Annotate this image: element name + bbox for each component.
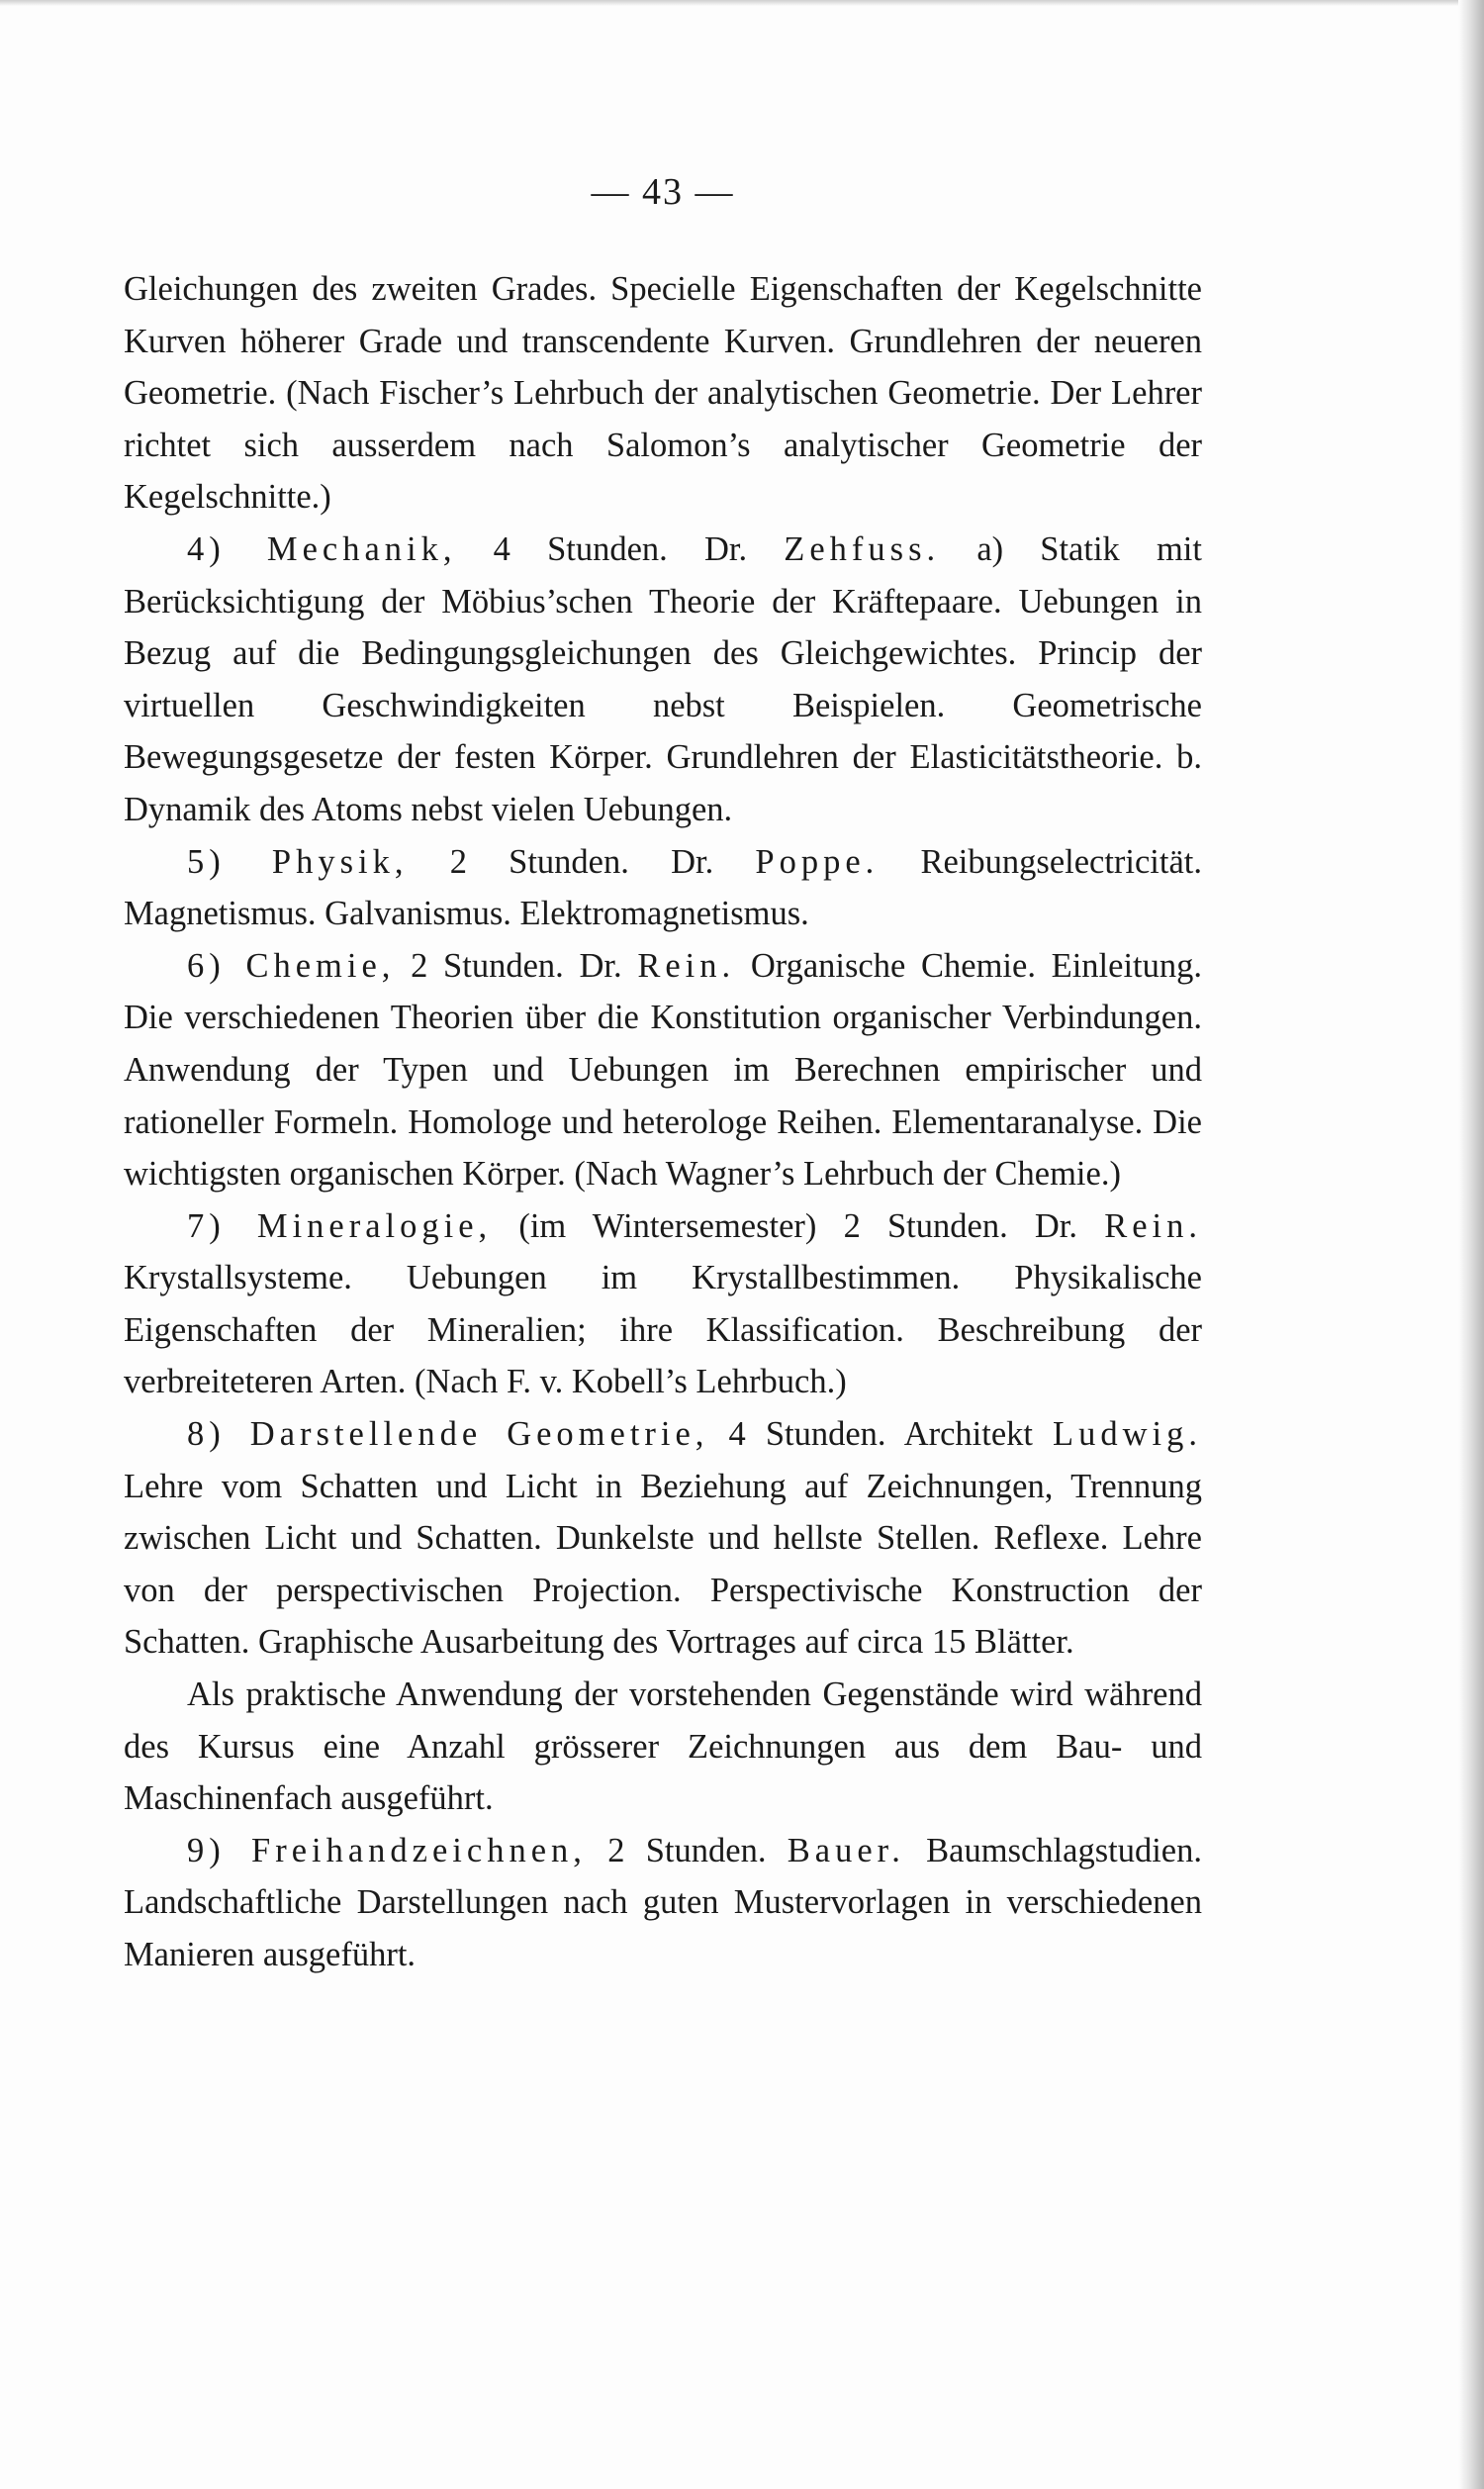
paragraph-text: Gleichungen des zweiten Grades. Specielle Eigenschaften der Kegelschnitte Kurven höherer Grade und transcendente Kurven. Grundlehren der neueren Geometrie. (Nach Fischer’s Lehrbuch der analytischen Geometrie. Der Lehrer richtet sich ausserdem nach Salomon’s analytischer Geometrie der Kegelschnitte.) [124, 270, 1202, 517]
teacher-name: Ludwig. [1053, 1415, 1202, 1454]
paragraph-text: Baumschlagstudien. Landschaftliche Darstellungen nach guten Mustervorlagen in verschiedenen Manieren ausgeführt. [124, 1831, 1202, 1973]
teacher-name: Rein. [637, 946, 736, 985]
paragraph-text: 2 Stunden. [586, 1831, 788, 1869]
paragraph-text: Lehre vom Schatten und Licht in Beziehung auf Zeichnungen, Trennung zwischen Licht und Schatten. Dunkelste und hellste Stellen. Reflexe. Lehre von der perspectivischen Projection. Perspectivische Konstruction der Schatten. Graphische Ausarbeitung des Vortrages auf circa 15 Blätter. [124, 1467, 1202, 1662]
page-right-edge [1458, 0, 1484, 2489]
paragraph-text: Organische Chemie. Einleitung. Die verschiedenen Theorien über die Konstitution organischer Verbindungen. Anwendung der Typen und Uebungen im Berechnen empirischer und rationeller Formeln. Homologe und heterologe Reihen. Elementaranalyse. Die wichtigsten organischen Körper. (Nach Wagner’s Lehrbuch der Chemie.) [124, 946, 1203, 1194]
paragraph-darstellende-geometrie [124, 1408, 1202, 1669]
page-number: — 43 — [591, 171, 735, 213]
paragraph-physik [124, 836, 1202, 940]
subject-heading: 9) Freihandzeichnen, [187, 1831, 587, 1869]
teacher-name: Zehfuss. [784, 529, 941, 568]
subject-heading: 4) Mechanik, [187, 529, 457, 568]
paragraph-freihandzeichnen [124, 1825, 1202, 1981]
teacher-name: Poppe. [755, 842, 880, 881]
paragraph-text: 4 Stunden. Architekt [708, 1415, 1054, 1454]
teacher-name: Rein. [1104, 1206, 1202, 1245]
paragraph-text: Krystallsysteme. Uebungen im Krystallbestimmen. Physikalische Eigenschaften der Mineralien; ihre Klassification. Beschreibung der verbreiteteren Arten. (Nach F. v. Kobell’s Lehrbuch.) [124, 1259, 1202, 1401]
paragraph-text: 4 Stunden. Dr. [456, 529, 785, 568]
subject-heading: 7) Mineralogie, [187, 1206, 493, 1245]
paragraph-text: a) Statik mit Berücksichtigung der Möbius’schen Theorie der Kräftepaare. Uebungen in Bezug auf die Bedingungsgleichungen des Gleichgewichtes. Princip der virtuellen Geschwindigkeiten nebst Beispielen. Geometrische Bewegungsgesetze der festen Körper. Grundlehren der Elasticitätstheorie. b. Dynamik des Atoms nebst vielen Uebungen. [124, 529, 1202, 828]
page-top-edge [0, 0, 1484, 6]
subject-heading: 5) Physik, [187, 842, 409, 881]
paragraph-mineralogie [124, 1200, 1202, 1408]
subject-heading: 6) Chemie, [187, 946, 396, 985]
paragraph-text: (im Wintersemester) 2 Stunden. Dr. [492, 1206, 1105, 1245]
paragraph-mathematics-continuation [124, 263, 1202, 524]
teacher-name: Bauer. [787, 1831, 905, 1869]
subject-heading: 8) Darstellende Geometrie, [187, 1415, 709, 1454]
paragraph-text: Als praktische Anwendung der vorstehenden Gegenstände wird während des Kursus eine Anzahl grösserer Zeichnungen aus dem Bau- und Maschinenfach ausgeführt. [124, 1675, 1202, 1818]
paragraph-text: Reibungselectricität. Magnetismus. Galvanismus. Elektromagnetismus. [124, 842, 1203, 933]
paragraph-mechanik [124, 524, 1202, 836]
paragraph-chemie [124, 940, 1202, 1200]
paragraph-text: 2 Stunden. Dr. [408, 842, 756, 881]
body-text [124, 263, 1202, 1981]
paragraph-text: 2 Stunden. Dr. [395, 946, 638, 985]
paragraph-praktische-anwendung [124, 1669, 1202, 1825]
